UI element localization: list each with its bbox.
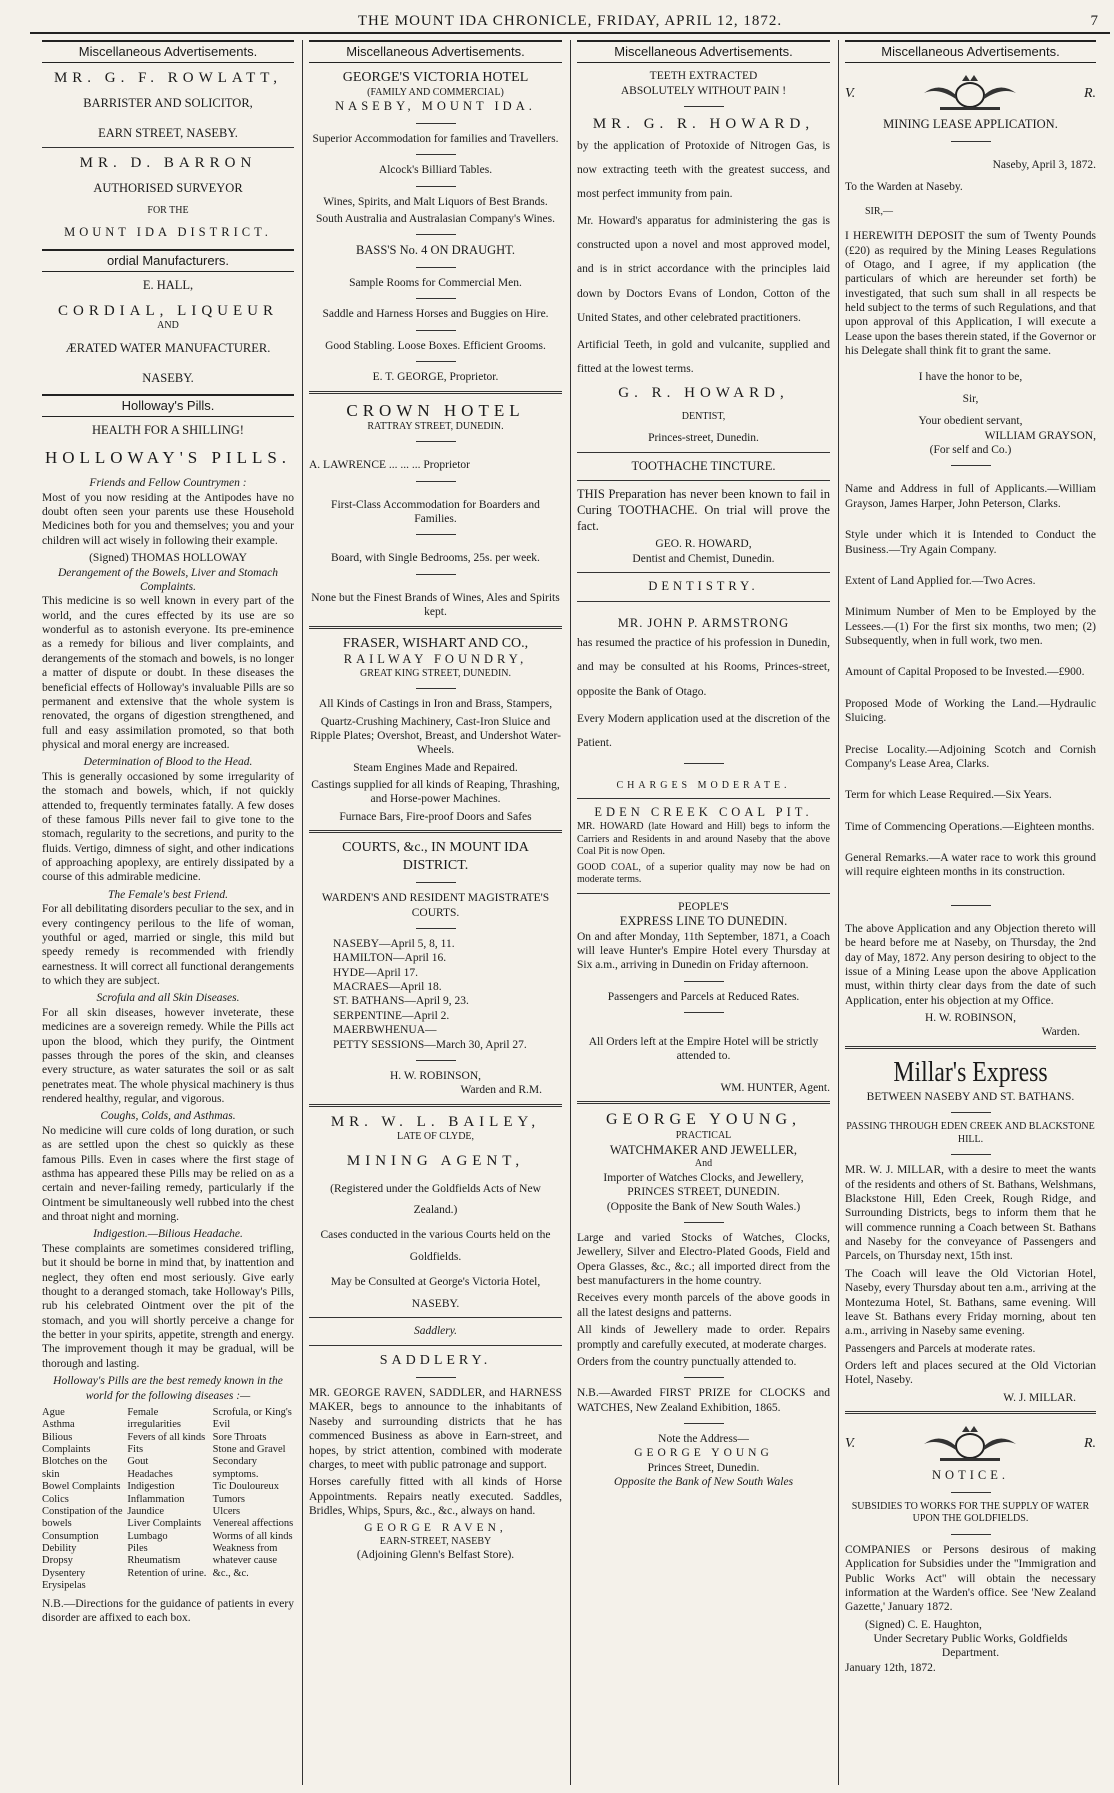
- victoria-l7: Saddle and Harness Horses and Buggies on Hire.: [322, 308, 549, 321]
- holloway-title: HOLLOWAY'S PILLS.: [44, 448, 292, 467]
- fraser-l1: All Kinds of Castings in Iron and Brass, Stampers,: [318, 698, 553, 711]
- hall-town: NASEBY.: [142, 370, 194, 385]
- teeth-p2: Mr. Howard's apparatus for administering the gas is constructed upon a novel and most approved model, and is in strict accordance with the principles laid down by Doctors Evans of London, Cotton of the United States, and other celebrated practitioners.: [577, 215, 830, 324]
- victoria-sub: (FAMILY AND COMMERCIAL): [367, 86, 504, 98]
- section-heading: Miscellaneous Advertisements.: [845, 40, 1096, 63]
- courts-sig2: Warden and R.M.: [460, 1084, 542, 1097]
- millar-p1: MR. W. J. MILLAR, with a desire to meet the wants of the residents and others of St. Bathans, Welshmans, Blackstone Hill, Eden Creek, Rough Ridge, and Surrounding Districts, begs to inform them that he will commence running a Coach between St. Bathans and Naseby for the conveyance of Passengers and Parcels, on Thursday next, 15th inst.: [845, 1164, 1096, 1263]
- teeth-sig: G. R. HOWARD,: [618, 385, 789, 402]
- disease-item: Dysentery: [42, 1567, 86, 1579]
- vr-left-2: V.: [845, 1436, 856, 1452]
- victoria-l1: Superior Accommodation for families and Travellers.: [312, 132, 559, 145]
- disease-item: Jaundice: [127, 1505, 165, 1517]
- lease-f5: Amount of Capital Proposed to be Invested.—£900.: [845, 666, 1085, 679]
- lease-wsig2: Warden.: [1041, 1026, 1080, 1039]
- millar-title: Millar's Express: [893, 1056, 1048, 1088]
- section-heading: ordial Manufacturers.: [42, 249, 294, 272]
- young-p3: All kinds of Jewellery made to order. Repairs promptly and carefully executed, at moderate charges.: [577, 1324, 830, 1351]
- express-p3: All Orders left at the Empire Hotel will be strictly attended to.: [588, 1036, 819, 1063]
- disease-item: Constipation of the bowels: [42, 1505, 123, 1530]
- disease-item: Bilious Complaints: [42, 1431, 91, 1455]
- disease-item: Headaches: [127, 1468, 173, 1480]
- saddlery-p2: Horses carefully fitted with all kinds of Horse Appointments. Repairs neatly executed. Saddles, Bridles, Whips, Spurs, &c., &c., always on hand.: [309, 1476, 562, 1518]
- tincture-sig2: Dentist and Chemist, Dunedin.: [632, 552, 775, 565]
- lease-sig: WILLIAM GRAYSON,: [984, 429, 1096, 442]
- rowlatt-line1: BARRISTER AND SOLICITOR,: [83, 96, 253, 110]
- bailey-l2: Cases conducted in the various Courts held on the Goldfields.: [320, 1229, 551, 1264]
- eden-p2: GOOD COAL, of a superior quality may now be had on moderate terms.: [577, 861, 830, 886]
- teeth-title2: ABSOLUTELY WITHOUT PAIN !: [620, 84, 787, 97]
- express-p2: Passengers and Parcels at Reduced Rates.: [607, 990, 800, 1003]
- section-heading: Holloway's Pills.: [42, 394, 294, 417]
- fraser-l4: Castings supplied for all kinds of Reaping, Thrashing, and Horse-power Machines.: [311, 779, 560, 806]
- court-date-item: PETTY SESSIONS—March 30, April 27.: [333, 1038, 527, 1051]
- disease-item: Lumbago: [127, 1530, 168, 1542]
- disease-item: Gout: [127, 1456, 149, 1468]
- holloway-h6: Indigestion.—Bilious Headache.: [93, 1228, 243, 1241]
- notice-sub: SUBSIDIES TO WORKS FOR THE SUPPLY OF WATER UPON THE GOLDFIELDS.: [851, 1500, 1090, 1525]
- disease-item: Inflammation: [127, 1493, 185, 1505]
- courts-sub: WARDEN'S AND RESIDENT MAGISTRATE'S COURTS.: [321, 892, 550, 919]
- disease-column-1: [42, 1407, 123, 1593]
- holloway-h2: Determination of Blood to the Head.: [83, 756, 253, 769]
- bailey-l1: (Registered under the Goldfields Acts of New Zealand.): [330, 1182, 541, 1217]
- millar-p2: The Coach will leave the Old Victorian Hotel, Naseby, every Thursday about ten a.m., arriving at the Montezuma Hotel, St. Bathans, same evening. Will leave St. Bathans every Friday morning, about ten a.m., arriving in Naseby same evening.: [845, 1267, 1096, 1338]
- young-p1: Large and varied Stocks of Watches, Clocks, Jewellery, Silver and Electro-Plated Goods, Field and Opera Glasses, &c., &c.; all imported direct from the best manufacturers in the home country.: [577, 1231, 830, 1288]
- lease-f9: Time of Commencing Operations.—Eighteen months.: [845, 820, 1095, 833]
- notice-date: January 12th, 1872.: [845, 1661, 936, 1674]
- holloway-p5: For all skin diseases, however inveterate, these medicines are a sovereign remedy. While the Pills act upon the blood, which they purify, the Ointment passes through the pores of the skin, and cleanses every structure, as water saturates the soil or as salt penetrates meat. The whole physical machinery is thus rendered healthy, regular, and vigorous.: [42, 1006, 294, 1105]
- hall-and: AND: [157, 320, 179, 332]
- millar-between: BETWEEN NASEBY AND ST. BATHANS.: [866, 1090, 1075, 1103]
- section-heading: Miscellaneous Advertisements.: [309, 40, 562, 63]
- saddlery-adj: (Adjoining Glenn's Belfast Store).: [356, 1549, 515, 1562]
- court-date-item: ST. BATHANS—April 9, 23.: [333, 995, 469, 1008]
- young-p5: N.B.—Awarded FIRST PRIZE for CLOCKS and WATCHES, New Zealand Exhibition, 1865.: [577, 1387, 830, 1414]
- royal-crest-row-2: [845, 1420, 1096, 1468]
- rowlatt-name: MR. G. F. ROWLATT,: [53, 70, 283, 87]
- courts-title: COURTS, &c., IN MOUNT IDA DISTRICT.: [342, 840, 529, 873]
- young-note: Note the Address—: [658, 1433, 749, 1446]
- saddlery-head: Saddlery.: [413, 1325, 458, 1338]
- disease-item: Scrofula, or King's Evil: [212, 1406, 292, 1431]
- column-4: [838, 40, 1102, 1785]
- disease-item: Female irregularities: [127, 1406, 181, 1431]
- column-2: [302, 40, 568, 1785]
- column-1: [36, 40, 300, 1785]
- disease-item: Ulcers: [212, 1505, 241, 1517]
- tincture-sig: GEO. R. HOWARD,: [655, 538, 752, 551]
- crown-l3: None but the Finest Brands of Wines, Ales and Spirits kept.: [311, 591, 560, 619]
- dentistry-name: MR. JOHN P. ARMSTRONG: [617, 615, 790, 630]
- young-sig: GEORGE YOUNG: [634, 1447, 773, 1460]
- victoria-l2: Alcock's Billiard Tables.: [378, 164, 493, 177]
- disease-item: &c., &c.: [212, 1567, 249, 1579]
- disease-item: Ague: [42, 1406, 65, 1418]
- page-header: [30, 8, 1110, 34]
- holloway-signed: (Signed) THOMAS HOLLOWAY: [89, 552, 247, 565]
- disease-item: Rheumatism: [127, 1555, 181, 1567]
- saddlery-title: SADDLERY.: [379, 1352, 492, 1368]
- holloway-greet: Friends and Fellow Countrymen :: [89, 477, 247, 490]
- lease-sig2: (For self and Co.): [929, 444, 1012, 456]
- victoria-title: GEORGE'S VICTORIA HOTEL: [342, 70, 529, 86]
- young-opp2: Opposite the Bank of New South Wales: [613, 1476, 794, 1489]
- disease-item: Asthma: [42, 1419, 75, 1431]
- vr-right-2: R.: [1083, 1436, 1096, 1452]
- young-title: GEORGE YOUNG,: [605, 1111, 802, 1129]
- holloway-p3: This is generally occasioned by some irregularity of the stomach and bowels, which, if not quickly attended to, frequently terminates fatally. A few doses of these famous Pills never fail to give tone to the stomach, regularity to the secretions, and purity to the fluids. Vertigo, dimness of sight, and other indications of approaching apoplexy, are entirely dissipated by a course of this admirable medicine.: [42, 770, 294, 884]
- express-title: EXPRESS LINE TO DUNEDIN.: [619, 913, 788, 928]
- hall-title: CORDIAL, LIQUEUR: [58, 302, 278, 319]
- lease-f1: Name and Address in full of Applicants.—William Grayson, James Harper, John Peterson, Clarks.: [845, 483, 1096, 510]
- fraser-street: GREAT KING STREET, DUNEDIN.: [359, 667, 511, 679]
- disease-item: Venereal affections: [212, 1518, 294, 1530]
- young-p2: Receives every month parcels of the above goods in all the latest designs and patterns.: [577, 1292, 830, 1319]
- section-heading: Miscellaneous Advertisements.: [577, 40, 830, 63]
- dentistry-p2: Every Modern application used at the discretion of the Patient.: [577, 712, 830, 749]
- teeth-p1: by the application of Protoxide of Nitrogen Gas, is now extracting teeth with the greatest success, and most perfect immunity from pain.: [577, 139, 830, 201]
- young-line1: WATCHMAKER AND JEWELLER,: [609, 1142, 798, 1157]
- lease-f2: Style under which it is Intended to Conduct the Business.—Try Again Company.: [845, 529, 1096, 556]
- royal-crest-row: [845, 69, 1096, 117]
- disease-list: [42, 1407, 294, 1593]
- holloway-p1: Most of you now residing at the Antipodes have no doubt often seen your parents use these Household Medicines both for you and themselves; you and your children will act wisely in following their example.: [42, 491, 294, 547]
- millar-p4: Orders left and places secured at the Old Victorian Hotel, Naseby.: [845, 1360, 1096, 1387]
- bailey-title: MINING AGENT,: [346, 1152, 525, 1169]
- fraser-l5: Furnace Bars, Fire-proof Doors and Safes: [339, 810, 532, 823]
- disease-item: Liver Complaints: [127, 1518, 202, 1530]
- crown-street: RATTRAY STREET, DUNEDIN.: [367, 420, 504, 432]
- disease-item: Retention of urine.: [127, 1567, 207, 1579]
- court-date-item: MAERBWHENUA—: [333, 1024, 437, 1037]
- express-head: PEOPLE'S: [678, 900, 729, 913]
- millar-p3: Passengers and Parcels at moderate rates.: [845, 1342, 1036, 1355]
- eden-title: EDEN CREEK COAL PIT.: [594, 805, 813, 820]
- fraser-title: FRASER, WISHART AND CO.,: [342, 635, 529, 651]
- express-sig: WM. HUNTER, Agent.: [720, 1081, 830, 1094]
- courts-list: [309, 937, 562, 1052]
- section-heading: Miscellaneous Advertisements.: [42, 40, 294, 63]
- saddlery-street: EARN-STREET, NASEBY: [379, 1535, 492, 1547]
- rowlatt-line2: EARN STREET, NASEBY.: [98, 125, 238, 140]
- holloway-h3: The Female's best Friend.: [108, 888, 228, 901]
- court-date-item: HYDE—April 17.: [333, 966, 418, 979]
- tincture-head: TOOTHACHE TINCTURE.: [631, 458, 776, 473]
- lease-f10: General Remarks.—A water race to work this ground will require eighteen months in its construction.: [845, 852, 1096, 879]
- teeth-street: Princes-street, Dunedin.: [648, 432, 759, 445]
- holloway-health: HEALTH FOR A SHILLING!: [92, 423, 244, 438]
- dentistry-charges: CHARGES MODERATE.: [616, 779, 791, 791]
- barron-line2: FOR THE: [147, 204, 189, 216]
- newspaper-title: THE MOUNT IDA CHRONICLE, FRIDAY, APRIL 12, 1872.: [357, 13, 783, 29]
- disease-item: Dropsy: [42, 1555, 73, 1567]
- teeth-name: MR. G. R. HOWARD,: [592, 116, 815, 132]
- barron-line3: MOUNT IDA DISTRICT.: [64, 225, 272, 240]
- holloway-h7: Holloway's Pills are the best remedy known in the world for the following diseases :—: [53, 1375, 283, 1402]
- lease-f8: Term for which Lease Required.—Six Years.: [845, 789, 1052, 802]
- disease-item: Colics: [42, 1493, 69, 1505]
- vr-left: V.: [845, 85, 856, 101]
- courts-sig1: H. W. ROBINSON,: [389, 1069, 482, 1082]
- dentistry-p1: has resumed the practice of his profession in Dunedin, and may be consulted at his Rooms, Princes-street, opposite the Bank of Otago.: [577, 637, 830, 698]
- young-street2: Princes Street, Dunedin.: [647, 1461, 760, 1474]
- disease-item: Stone and Gravel: [212, 1444, 286, 1455]
- express-p1: On and after Monday, 11th September, 1871, a Coach will leave Hunter's Empire Hotel every Thursday at Six a.m., arriving in Dunedin on Friday afternoon.: [577, 930, 830, 972]
- disease-item: Erysipelas: [42, 1580, 86, 1592]
- disease-item: Sore Throats: [212, 1431, 267, 1443]
- lease-honor: I have the honor to be,: [918, 370, 1023, 383]
- lease-date: Naseby, April 3, 1872.: [992, 158, 1096, 171]
- court-date-item: SERPENTINE—April 2.: [333, 1009, 450, 1022]
- bailey-l3: May be Consulted at George's Victoria Hotel,: [330, 1276, 541, 1288]
- fraser-l2: Quartz-Crushing Machinery, Cast-Iron Sluice and Ripple Plates; Overshot, Breast, and Undershot Water-Wheels.: [310, 715, 561, 757]
- notice-title: NOTICE.: [932, 1468, 1009, 1483]
- victoria-l8: Good Stabling. Loose Boxes. Efficient Grooms.: [325, 339, 546, 352]
- holloway-nb: N.B.—Directions for the guidance of patients in every disorder are affixed to each box.: [42, 1597, 294, 1624]
- disease-item: Piles: [127, 1543, 148, 1554]
- royal-crest-icon: [910, 1424, 1030, 1464]
- disease-item: Worms of all kinds: [212, 1530, 293, 1542]
- millar-passing: PASSING THROUGH EDEN CREEK AND BLACKSTONE HILL.: [846, 1121, 1095, 1145]
- bailey-town: NASEBY.: [411, 1297, 460, 1310]
- crown-title: CROWN HOTEL: [346, 400, 525, 420]
- disease-item: Weakness from whatever cause: [212, 1543, 278, 1567]
- young-and: And: [694, 1158, 713, 1170]
- columns: [36, 40, 1102, 1790]
- barron-name: MR. D. BARRON: [79, 155, 257, 172]
- saddlery-sig: GEORGE RAVEN,: [364, 1522, 507, 1535]
- notice-sig2: Under Secretary Public Works, Goldfields Department.: [873, 1633, 1068, 1660]
- disease-item: Fevers of all kinds: [127, 1431, 206, 1443]
- millar-sig: W. J. MILLAR.: [1003, 1391, 1076, 1404]
- eden-p1: MR. HOWARD (late Howard and Hill) begs to inform the Carriers and Residents in and around Naseby that the above Coal Pit is now Open.: [577, 821, 830, 858]
- disease-item: Indigestion: [127, 1481, 175, 1493]
- lease-f4: Minimum Number of Men to be Employed by the Lessees.—(1) For the first six months, two men; (2) Subsequently, when in full work, two men.: [845, 606, 1096, 647]
- victoria-l5: BASS'S No. 4 ON DRAUGHT.: [356, 243, 515, 258]
- column-3: [570, 40, 836, 1785]
- disease-item: Tic Douloureux: [212, 1481, 280, 1493]
- disease-item: Blotches on the skin: [42, 1456, 108, 1480]
- lease-wsig: H. W. ROBINSON,: [924, 1012, 1017, 1024]
- holloway-p4: For all debilitating disorders peculiar to the sex, and in every contingency perilous to the life of woman, youthful or aged, married or single, this mild but speedy remedy is recommended with friendly earnestness. It will correct all functional derangements to which they are subject.: [42, 903, 294, 987]
- teeth-p3: Artificial Teeth, in gold and vulcanite, supplied and fitted at the lowest terms.: [577, 338, 830, 376]
- holloway-h1: Derangement of the Bowels, Liver and Stomach Complaints.: [57, 566, 279, 593]
- vr-right: R.: [1083, 85, 1096, 101]
- crown-prop: A. LAWRENCE ... ... ... Proprietor: [309, 459, 471, 472]
- holloway-p6: No medicine will cure colds of long duration, or such as are settled upon the chest so quickly as these famous Pills. Even in cases where the first stage of asthma has appeared these Pills may be relied on as a certain and never-failing remedy, particularly if the Ointment be simultaneously well rubbed into the chest and throat night and morning.: [42, 1124, 294, 1223]
- holloway-p7: These complaints are sometimes considered trifling, but it should be borne in mind that, by inattention and neglect, they often end most seriously. Give early thought to a deranged stomach, take Holloway's Pills, rub his celebrated Ointment over the pit of the stomach, and you will shortly perceive a change for the better in your spirits, appetite, strength and energy. The improvement though it may be gradual, will be thorough and lasting.: [42, 1242, 294, 1370]
- disease-column-3: [213, 1407, 294, 1593]
- crown-l2: Board, with Single Bedrooms, 25s. per week.: [331, 552, 540, 565]
- lease-to: To the Warden at Naseby.: [845, 181, 963, 194]
- holloway-h4: Scrofula and all Skin Diseases.: [96, 992, 240, 1005]
- victoria-l6: Sample Rooms for Commercial Men.: [349, 277, 522, 289]
- disease-item: Secondary symptoms.: [212, 1456, 259, 1480]
- barron-line1: AUTHORISED SURVEYOR: [93, 181, 243, 195]
- young-street: PRINCES STREET, DUNEDIN.: [627, 1186, 780, 1199]
- young-opp: (Opposite the Bank of New South Wales.): [606, 1200, 801, 1213]
- victoria-town: NASEBY, MOUNT IDA.: [335, 99, 536, 114]
- young-line2: Importer of Watches Clocks, and Jewellery,: [603, 1171, 804, 1184]
- crown-l1: First-Class Accommodation for Boarders and Families.: [331, 498, 540, 525]
- young-p4: Orders from the country punctually attended to.: [577, 1355, 797, 1368]
- disease-item: Debility: [42, 1543, 77, 1554]
- lease-f7: Precise Locality.—Adjoining Scotch and Cornish Company's Lease Area, Clarks.: [845, 743, 1096, 770]
- disease-item: Tumors: [212, 1493, 245, 1505]
- notice-p1: COMPANIES or Persons desirous of making Application for Subsidies under the "Immigration and Public Works Act" will obtain the necessary information at the Warden's office. See 'New Zealand Gazette,' January 1872.: [845, 1543, 1096, 1614]
- hall-name: E. HALL,: [142, 278, 194, 292]
- victoria-sig: E. T. GEORGE, Proprietor.: [372, 371, 499, 384]
- hall-line: ÆRATED WATER MANUFACTURER.: [65, 340, 271, 355]
- disease-item: Consumption: [42, 1530, 99, 1542]
- victoria-l3: Wines, Spirits, and Malt Liquors of Best Brands.: [323, 195, 548, 208]
- bailey-late: LATE OF CLYDE,: [396, 1131, 475, 1143]
- disease-item: Fits: [127, 1444, 144, 1455]
- lease-servant: Your obedient servant,: [918, 415, 1023, 428]
- young-practical: PRACTICAL: [675, 1130, 732, 1142]
- lease-f3: Extent of Land Applied for.—Two Acres.: [845, 574, 1036, 587]
- court-date-item: NASEBY—April 5, 8, 11.: [333, 937, 455, 950]
- court-date-item: HAMILTON—April 16.: [333, 952, 447, 965]
- page-number: 7: [1090, 13, 1098, 29]
- court-date-item: MACRAES—April 18.: [333, 981, 442, 993]
- disease-item: Bowel Complaints: [42, 1481, 121, 1493]
- dentistry-head: DENTISTRY.: [648, 579, 759, 594]
- fraser-sub: RAILWAY FOUNDRY,: [343, 652, 528, 666]
- disease-column-2: [127, 1407, 208, 1593]
- teeth-title1: TEETH EXTRACTED: [649, 70, 758, 83]
- bailey-name: MR. W. L. BAILEY,: [330, 1113, 541, 1130]
- lease-p2: The above Application and any Objection thereto will be heard before me at Naseby, on Thursday, the 2nd day of May, 1872. Any person desiring to object to the issue of a Mining Lease upon the above Application must, within thirty clear days from the date of such Application, enter his objection at my Office.: [845, 922, 1096, 1007]
- tincture-p1: THIS Preparation has never been known to fail in Curing TOOTHACHE. On trial will prove the fact.: [577, 487, 830, 533]
- fraser-l3: Steam Engines Made and Repaired.: [353, 761, 518, 774]
- royal-crest-icon: [910, 73, 1030, 113]
- teeth-dentist: DENTIST,: [681, 410, 726, 422]
- lease-title: MINING LEASE APPLICATION.: [883, 117, 1058, 132]
- holloway-p2: This medicine is so well known in every part of the world, and the cures effected by its use are so wonderful as to astonish everyone. Its pre-eminence as a remedy for bilious and liver complaints, and derangements of the stomach and bowels, is no longer a matter of dispute or doubt. In these diseases the beneficial effects of Holloway's invaluable Pills are so permanent and extensive that the whole system is renovated, the organs of digestion strengthened, and full and easy assimilation promoted, so that both physical and moral energy are increased.: [42, 595, 294, 751]
- lease-f6: Proposed Mode of Working the Land.—Hydraulic Sluicing.: [845, 697, 1096, 725]
- notice-sig1: (Signed) C. E. Haughton,: [865, 1618, 982, 1631]
- victoria-l4: South Australia and Australasian Company's Wines.: [315, 213, 556, 225]
- lease-p1: I HEREWITH DEPOSIT the sum of Twenty Pounds (£20) as required by the Mining Leases Regulations of Otago, and I agree, if my application (the particulars of which are hereunder set forth) be investigated, that such sum shall in all respects be held subject to the terms of such Regulations, and that upon approval of this Application, I will execute a Lease upon the bases therein stated, if the Governor or his Delegate shall think fit to grant the same.: [845, 230, 1096, 358]
- lease-sir2: Sir,: [962, 392, 979, 405]
- saddlery-p1: MR. GEORGE RAVEN, SADDLER, and HARNESS MAKER, begs to announce to the inhabitants of Naseby and surrounding districts that he has commenced Business as above in Earn-street, and hopes, by strict attention, combined with moderate charges, to meet with public patronage and support.: [309, 1387, 562, 1471]
- holloway-h5: Coughs, Colds, and Asthmas.: [100, 1110, 236, 1123]
- lease-sir: SIR,—: [865, 205, 894, 217]
